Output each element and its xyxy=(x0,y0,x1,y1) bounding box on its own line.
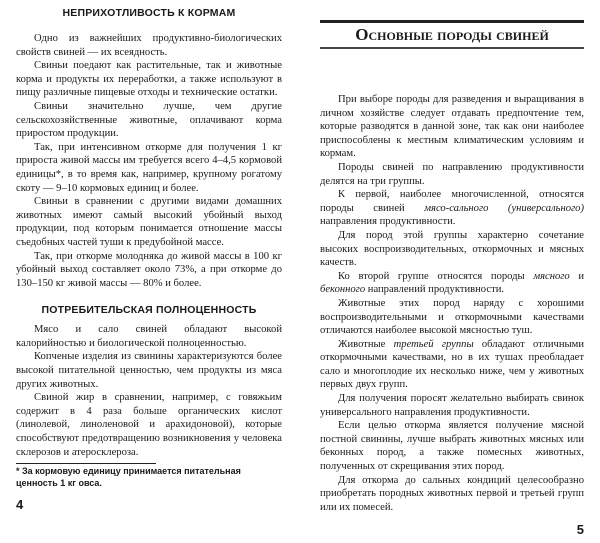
paragraph: Одно из важнейших продуктивно-биологических свойств свиней — их всеядность. xyxy=(16,33,282,58)
section-heading: НЕПРИХОТЛИВОСТЬ К КОРМАМ xyxy=(62,7,236,19)
emphasis: мясного xyxy=(533,270,570,282)
paragraph: Животные этих пород наряду с хорошими воспроизводительными и откормочными качествами отличаются наиболее высокой мясностью туш. xyxy=(320,297,584,337)
paragraph xyxy=(320,188,584,229)
paragraph: Свиньи значительно лучше, чем другие сельскохозяйственные животные, оплачивают корма приростом продукции. xyxy=(16,100,282,140)
footnote-divider xyxy=(16,463,156,464)
emphasis: мясо-сального (универсального) xyxy=(424,202,584,214)
paragraph: Свиньи в сравнении с другими видами домашних животных имеют самый высокий убойный выход продукции, под которым понимается отношение массы съедобных частей туши к предубойной массе. xyxy=(16,196,282,248)
paragraph xyxy=(320,338,584,392)
paragraph: Так, при интенсивном откорме для получения 1 кг прироста живой массы им требуется всего 4–4,5 кормовой единицы*, в то время как, например, крупному рогатому скоту — 9–10 кормовых единиц и более. xyxy=(16,141,282,194)
section-body xyxy=(16,32,282,290)
right-page xyxy=(300,0,600,543)
text: направлений продуктивности. xyxy=(365,284,505,296)
left-page xyxy=(0,0,300,518)
paragraph: Для получения поросят желательно выбирать свинок универсального направления продуктивности. xyxy=(320,393,584,418)
section-heading: ПОТРЕБИТЕЛЬСКАЯ ПОЛНОЦЕННОСТЬ xyxy=(41,304,257,317)
footnote: * За кормовую единицу принимается питательная ценность 1 кг овса. xyxy=(16,466,241,488)
text: и xyxy=(569,270,584,282)
paragraph: Свиной жир в сравнении, например, с говяжьим содержит в 4 раза больше органических кислот (линолевой, линоленовой и арахидоновой), которые способствуют предотвращению возникновения у человека склерозов и атеросклероза. xyxy=(16,392,282,458)
text: К первой, наиболее многочисленной, относятся породы свиней xyxy=(320,189,584,214)
text: направления продуктивности. xyxy=(320,216,456,228)
emphasis: третьей группы xyxy=(393,338,474,350)
emphasis: беконного xyxy=(320,284,366,296)
page-number: 5 xyxy=(576,522,584,538)
chapter-body xyxy=(320,93,584,514)
paragraph xyxy=(320,270,584,297)
paragraph: Если целью откорма является получение мясной постной свинины, лучше выбрать животных мясных или беконных пород, а также помесных животных, полученных от скрещивания этих пород. xyxy=(320,420,584,473)
paragraph: Породы свиней по направлению продуктивности делятся на три группы. xyxy=(320,161,584,187)
text: Животные xyxy=(338,338,394,350)
text: обладают отличными откормочными качествами, но в их тушах преобладает сало и многоплодие их несколько ниже, чем у животных первых двух групп. xyxy=(320,338,585,391)
paragraph: Для откорма до сальных кондиций целесообразно приобретать породных животных первой и третьей групп или их помесей. xyxy=(320,474,584,513)
chapter-title: Основные породы свиней xyxy=(355,25,549,44)
paragraph: Для пород этой группы характерно сочетание высоких воспроизводительных, откормочных и мясных качеств. xyxy=(320,229,584,269)
paragraph: Мясо и сало свиней обладают высокой калорийностью и биологической полноценностью. xyxy=(16,324,282,349)
paragraph: При выборе породы для разведения и выращивания в личном хозяйстве следует отдавать предпочтение тем, которые разводятся в данной зоне, так как они наиболее приспособлены к местным климатическим условиям и кормам. xyxy=(320,94,584,160)
section-body xyxy=(16,323,282,459)
paragraph: Так, при откорме молодняка до живой массы в 100 кг убойный выход составляет около 73%, а при откорме до 130–150 кг живой массы — 80% и более. xyxy=(16,250,282,289)
text: Ко второй группе относятся породы xyxy=(338,270,534,282)
page-number: 4 xyxy=(16,497,24,513)
paragraph: Копченые изделия из свинины характеризуются более высокой питательной ценностью, чем продукты из мяса других животных. xyxy=(16,351,282,390)
paragraph: Свиньи поедают как растительные, так и животные корма и продукты их переработки, а также используют в пищу различные пищевые отходы и технические остатки. xyxy=(16,60,282,99)
chapter-header xyxy=(320,20,584,49)
